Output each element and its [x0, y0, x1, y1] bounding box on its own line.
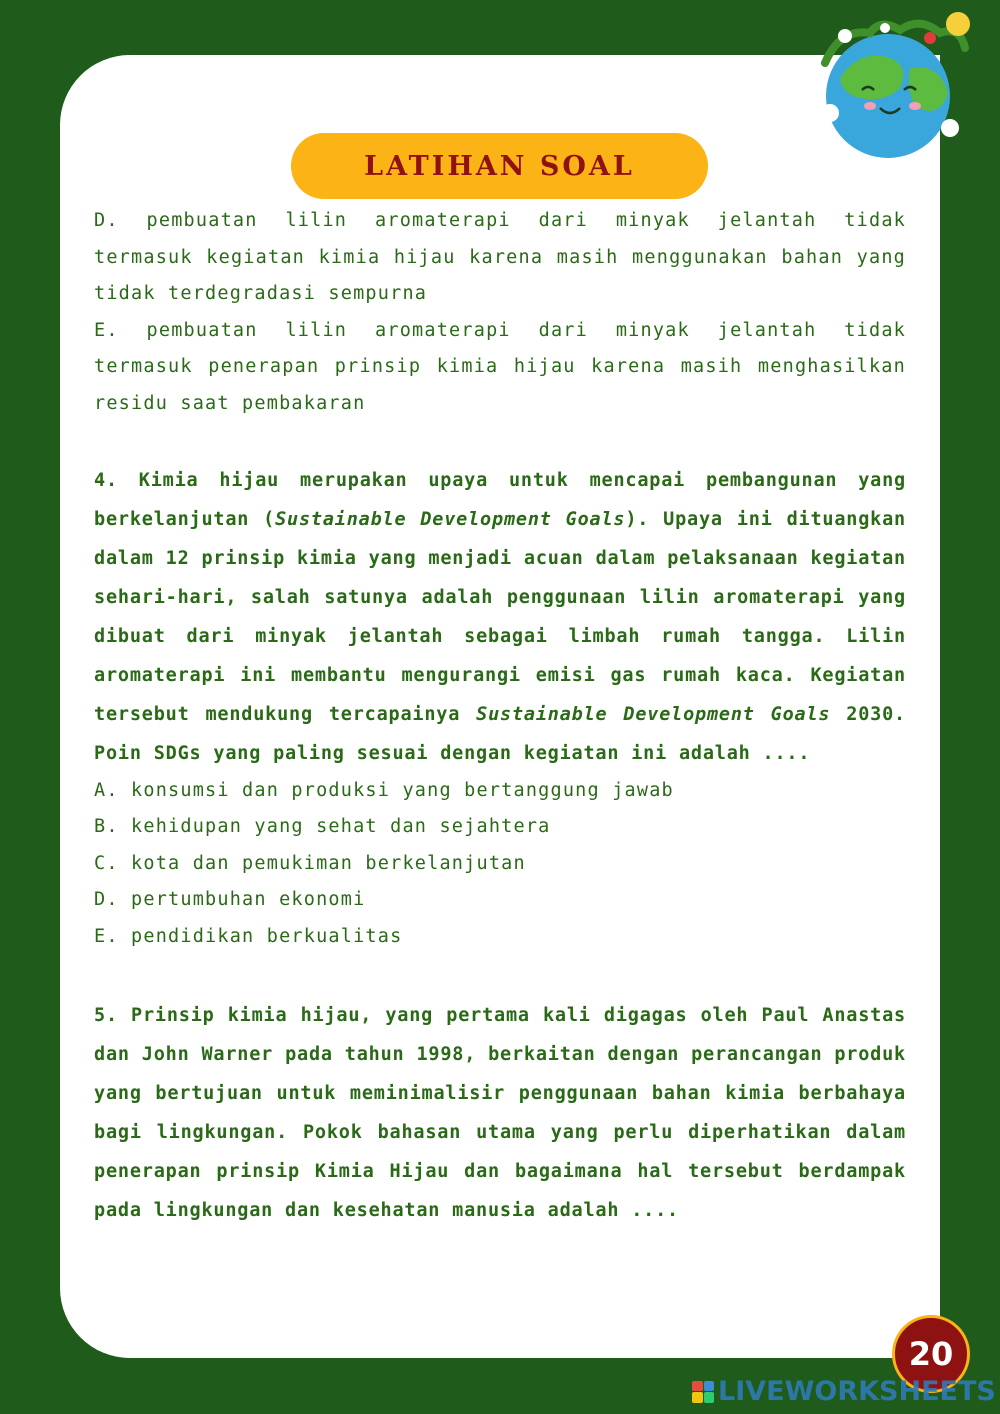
q4-option-b: B. kehidupan yang sehat dan sejahtera — [94, 816, 551, 838]
spacer — [94, 423, 906, 461]
q4-option-d: D. pertumbuhan ekonomi — [94, 889, 366, 911]
q4-emphasis-1: Sustainable Development Goals — [275, 508, 626, 530]
prev-option-d: D. pembuatan lilin aromaterapi dari minyak jelantah tidak termasuk kegiatan kimia hijau karena masih menggunakan bahan yang tidak terdegradasi sempurna — [94, 210, 906, 305]
question-4-text — [94, 461, 906, 773]
q4-option-e: E. pendidikan berkualitas — [94, 925, 403, 947]
prev-option-e: E. pembuatan lilin aromaterapi dari minyak jelantah tidak termasuk penerapan prinsip kimia hijau karena masih menghasilkan residu saat pembakaran — [94, 319, 906, 414]
q4-part-3: 2030. Poin SDGs yang paling sesuai dengan kegiatan ini adalah .... — [94, 703, 906, 764]
page-number: 20 — [908, 1335, 954, 1373]
watermark-text: LIVEWORKSHEETS — [718, 1376, 996, 1407]
section-title-banner — [291, 133, 708, 199]
q4-part-1: 4. Kimia hijau merupakan upaya untuk mencapai pembangunan yang berkelanjutan ( — [94, 469, 906, 530]
q4-emphasis-2: Sustainable Development Goals — [476, 703, 831, 725]
q4-part-2: ). Upaya ini dituangkan dalam 12 prinsip kimia yang menjadi acuan dalam pelaksanaan kegiatan sehari-hari, salah satunya adalah penggunaan lilin aromaterapi yang dibuat dari minyak jelantah sebagai limbah rumah tangga. Lilin aromaterapi ini membantu mengurangi emisi gas rumah kaca. Kegiatan tersebut mendukung tercapainya — [94, 508, 906, 725]
liveworksheets-logo-icon — [692, 1381, 714, 1403]
q4-option-c: C. kota dan pemukiman berkelanjutan — [94, 852, 526, 874]
smiling-earth-illustration — [800, 8, 990, 158]
section-title: LATIHAN SOAL — [364, 150, 635, 182]
spacer — [94, 956, 906, 996]
worksheet-content — [94, 203, 906, 1230]
q4-option-a: A. konsumsi dan produksi yang bertanggung jawab — [94, 779, 674, 801]
question-5-text: 5. Prinsip kimia hijau, yang pertama kali digagas oleh Paul Anastas dan John Warner pada tahun 1998, berkaitan dengan perancangan produk yang bertujuan untuk meminimalisir penggunaan bahan kimia berbahaya bagi lingkungan. Pokok bahasan utama yang perlu diperhatikan dalam penerapan prinsip Kimia Hijau dan bagaimana hal tersebut berdampak pada lingkungan dan kesehatan manusia adalah .... — [94, 1004, 906, 1221]
liveworksheets-watermark — [692, 1376, 996, 1407]
